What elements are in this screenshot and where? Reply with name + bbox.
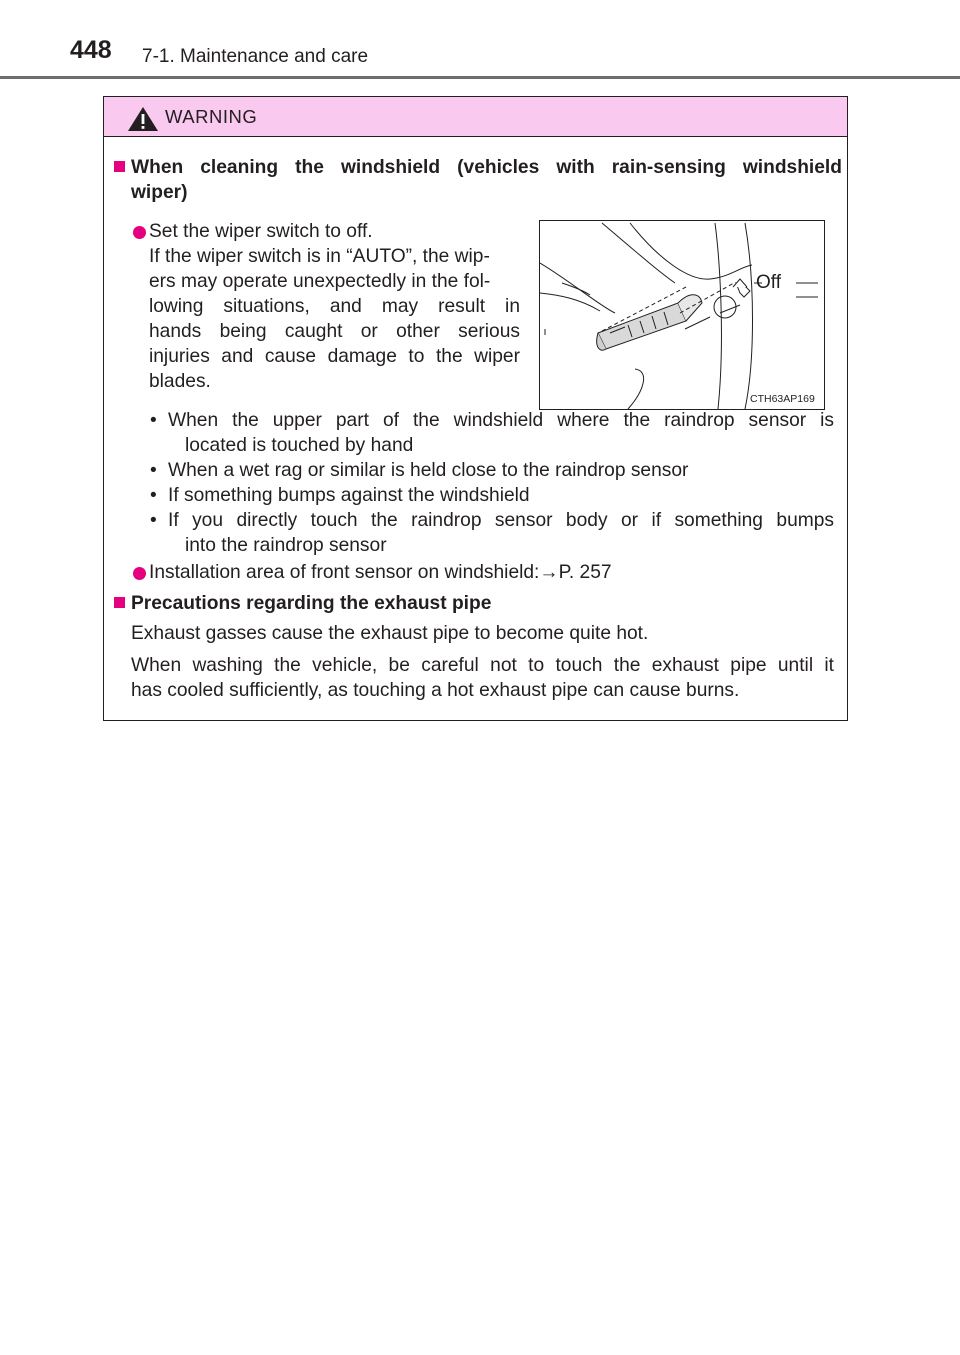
sub-bullet-icon: • bbox=[150, 510, 157, 531]
sub-item-1-line1: When the upper part of the windshield where the raindrop sensor is bbox=[168, 410, 834, 431]
warning-label: WARNING bbox=[165, 106, 258, 127]
bullet-wiper-line6: injuries and cause damage to the wiper bbox=[149, 346, 520, 367]
sub-item-4-line1: If you directly touch the raindrop sensor body or if something bumps bbox=[168, 510, 834, 531]
section-heading-windshield: When cleaning the windshield (vehicles with rain-sensing windshield bbox=[131, 157, 842, 178]
bullet-wiper-line7: blades. bbox=[149, 371, 211, 392]
figure-code: CTH63AP169 bbox=[750, 393, 815, 405]
bullet-installation-area bbox=[149, 560, 612, 585]
sub-item-1-line2: located is touched by hand bbox=[185, 435, 414, 456]
page-number: 448 bbox=[70, 36, 112, 64]
section-heading-windshield-cont: wiper) bbox=[131, 182, 188, 203]
wiper-switch-figure bbox=[539, 220, 825, 410]
section-heading-exhaust: Precautions regarding the exhaust pipe bbox=[131, 593, 492, 614]
warning-triangle-icon bbox=[127, 106, 159, 132]
sub-item-2: When a wet rag or similar is held close to the raindrop sensor bbox=[168, 460, 689, 481]
section-title: 7-1. Maintenance and care bbox=[142, 46, 369, 67]
sub-item-4-line2: into the raindrop sensor bbox=[185, 535, 387, 556]
wiper-lever-illustration bbox=[540, 221, 826, 411]
warning-box bbox=[103, 96, 848, 721]
round-bullet-icon bbox=[133, 567, 146, 580]
warning-header bbox=[104, 97, 847, 137]
sub-item-3: If something bumps against the windshield bbox=[168, 485, 530, 506]
exhaust-paragraph-2-line1: When washing the vehicle, be careful not to touch the exhaust pipe until it bbox=[131, 655, 834, 676]
page-reference-link[interactable]: →P. 257 bbox=[539, 562, 612, 583]
square-bullet-icon bbox=[114, 597, 125, 608]
figure-label-off: Off bbox=[756, 272, 781, 293]
sub-bullet-icon: • bbox=[150, 410, 157, 431]
sub-bullet-icon: • bbox=[150, 485, 157, 506]
bullet-wiper-line1: Set the wiper switch to off. bbox=[149, 221, 373, 242]
square-bullet-icon bbox=[114, 161, 125, 172]
page-header bbox=[0, 0, 960, 80]
bullet-wiper-line3: ers may operate unexpectedly in the fol- bbox=[149, 271, 491, 292]
bullet-wiper-line2: If the wiper switch is in “AUTO”, the wip- bbox=[149, 246, 490, 267]
bullet-wiper-line4: lowing situations, and may result in bbox=[149, 296, 520, 317]
bullet-wiper-line5: hands being caught or other serious bbox=[149, 321, 520, 342]
installation-area-text: Installation area of front sensor on windshield: bbox=[149, 562, 540, 583]
exhaust-paragraph-1: Exhaust gasses cause the exhaust pipe to become quite hot. bbox=[131, 623, 649, 644]
round-bullet-icon bbox=[133, 226, 146, 239]
exhaust-paragraph-2-line2: has cooled sufficiently, as touching a hot exhaust pipe can cause burns. bbox=[131, 680, 740, 701]
header-rule bbox=[0, 76, 960, 79]
sub-bullet-icon: • bbox=[150, 460, 157, 481]
